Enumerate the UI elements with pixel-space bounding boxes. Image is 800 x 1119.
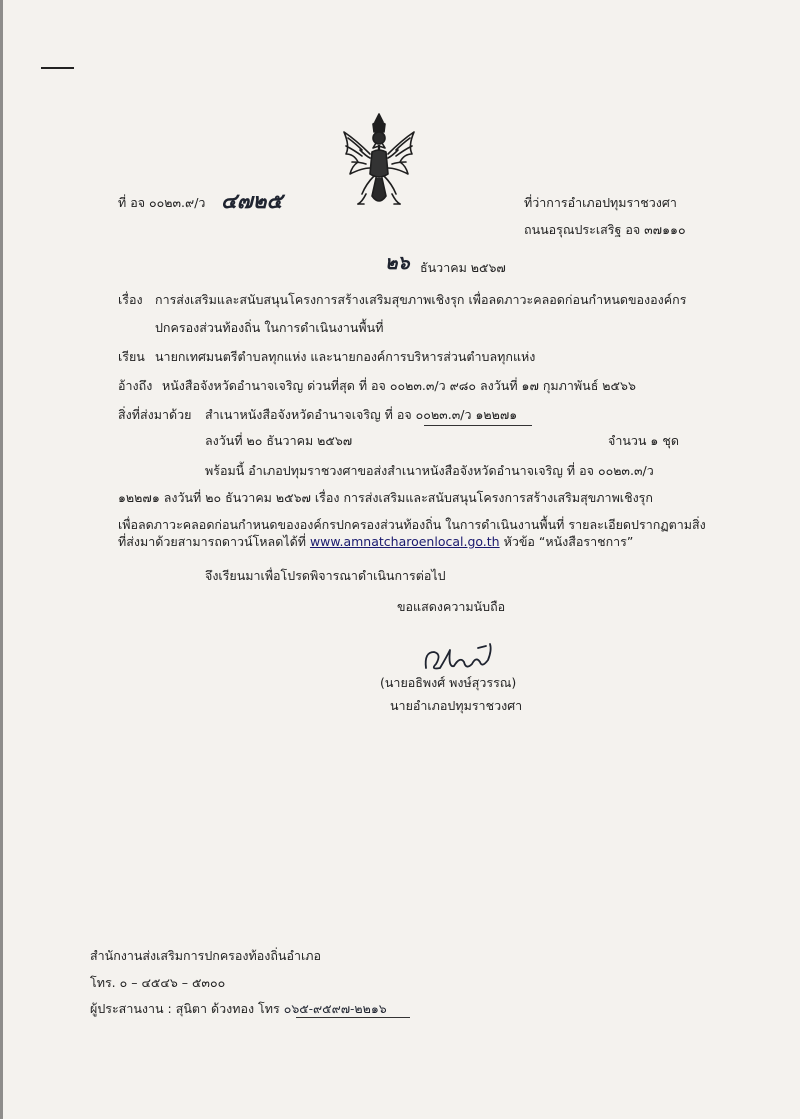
enclosure-line1: สำเนาหนังสือจังหวัดอำนาจเจริญ ที่ อจ ๐๐๒๓.๓/ว ๑๒๒๗๑ bbox=[205, 407, 518, 422]
office-address-line1: ที่ว่าการอำเภอปทุมราชวงศา bbox=[524, 195, 677, 210]
reference-label: อ้างถึง bbox=[118, 378, 153, 393]
enclosure-label: สิ่งที่ส่งมาด้วย bbox=[118, 407, 192, 422]
footer-office: สำนักงานส่งเสริมการปกครองท้องถิ่นอำเภอ bbox=[90, 948, 322, 963]
body-line4-topic: หัวข้อ “หนังสือราชการ” bbox=[503, 534, 634, 549]
closing-sentence: จึงเรียนมาเพื่อโปรดพิจารณาดำเนินการต่อไป bbox=[205, 568, 446, 583]
enclosure-underline bbox=[424, 425, 532, 426]
body-line4-text: ที่ส่งมาด้วยสามารถดาวน์โหลดได้ที่ bbox=[118, 534, 306, 549]
coordinator-phone-underline bbox=[296, 1017, 410, 1018]
addressee-label: เรียน bbox=[118, 349, 145, 364]
body-line3: เพื่อลดภาวะคลอดก่อนกำหนดขององค์กรปกครองส่วนท้องถิ่น ในการดำเนินงานพื้นที่ รายละเอียดปรากฏตามสิ่ง bbox=[118, 517, 706, 532]
body-line2: ๑๒๒๗๑ ลงวันที่ ๒๐ ธันวาคม ๒๕๖๗ เรื่อง การส่งเสริมและสนับสนุนโครงการสร้างเสริมสุขภาพเชิงรุก bbox=[118, 490, 653, 505]
enclosure-count: จำนวน ๑ ชุด bbox=[608, 433, 679, 448]
subject-line2: ปกครองส่วนท้องถิ่น ในการดำเนินงานพื้นที่ bbox=[155, 320, 384, 335]
coordinator-label: ผู้ประสานงาน : สุนิตา ด้วงทอง โทร bbox=[90, 1001, 280, 1016]
office-address-line2: ถนนอรุณประเสริฐ อจ ๓๗๑๑๐ bbox=[524, 222, 686, 237]
binding-edge bbox=[0, 0, 3, 1119]
reference-number-handwritten: ๔๗๒๕ bbox=[221, 188, 283, 213]
reference-number: ที่ อจ ๐๐๒๓.๙/ว bbox=[118, 195, 206, 210]
handwritten-signature bbox=[420, 638, 502, 678]
date-month-year: ธันวาคม ๒๕๖๗ bbox=[420, 260, 506, 275]
body-line4 bbox=[118, 536, 633, 549]
garuda-emblem bbox=[336, 110, 422, 210]
signer-name: (นายอธิพงศ์ พงษ์สุวรรณ) bbox=[380, 675, 517, 690]
date-day-handwritten: ๒๖ bbox=[385, 252, 410, 274]
addressee-text: นายกเทศมนตรีตำบลทุกแห่ง และนายกองค์การบริหารส่วนตำบลทุกแห่ง bbox=[155, 349, 536, 364]
reference-text: หนังสือจังหวัดอำนาจเจริญ ด่วนที่สุด ที่ อจ ๐๐๒๓.๓/ว ๙๘๐ ลงวันที่ ๑๗ กุมภาพันธ์ ๒๕๖๖ bbox=[162, 378, 636, 393]
corner-mark bbox=[41, 67, 74, 69]
footer-coordinator bbox=[90, 1003, 387, 1016]
enclosure-line2: ลงวันที่ ๒๐ ธันวาคม ๒๕๖๗ bbox=[205, 433, 353, 448]
body-line1: พร้อมนี้ อำเภอปทุมราชวงศาขอส่งสำเนาหนังสือจังหวัดอำนาจเจริญ ที่ อจ ๐๐๒๓.๓/ว bbox=[205, 463, 654, 478]
footer-phone: โทร. ๐ – ๔๕๔๖ – ๕๓๐๐ bbox=[90, 975, 226, 990]
signer-position: นายอำเภอปทุมราชวงศา bbox=[390, 698, 523, 713]
coordinator-phone: ๐๖๕-๙๕๙๗-๒๒๑๖ bbox=[283, 1001, 387, 1016]
subject-line1: การส่งเสริมและสนับสนุนโครงการสร้างเสริมสุขภาพเชิงรุก เพื่อลดภาวะคลอดก่อนกำหนดขององค์กร bbox=[155, 292, 687, 307]
download-link[interactable]: www.amnatcharoenlocal.go.th bbox=[309, 534, 500, 549]
subject-label: เรื่อง bbox=[118, 292, 143, 307]
regards: ขอแสดงความนับถือ bbox=[397, 599, 506, 614]
